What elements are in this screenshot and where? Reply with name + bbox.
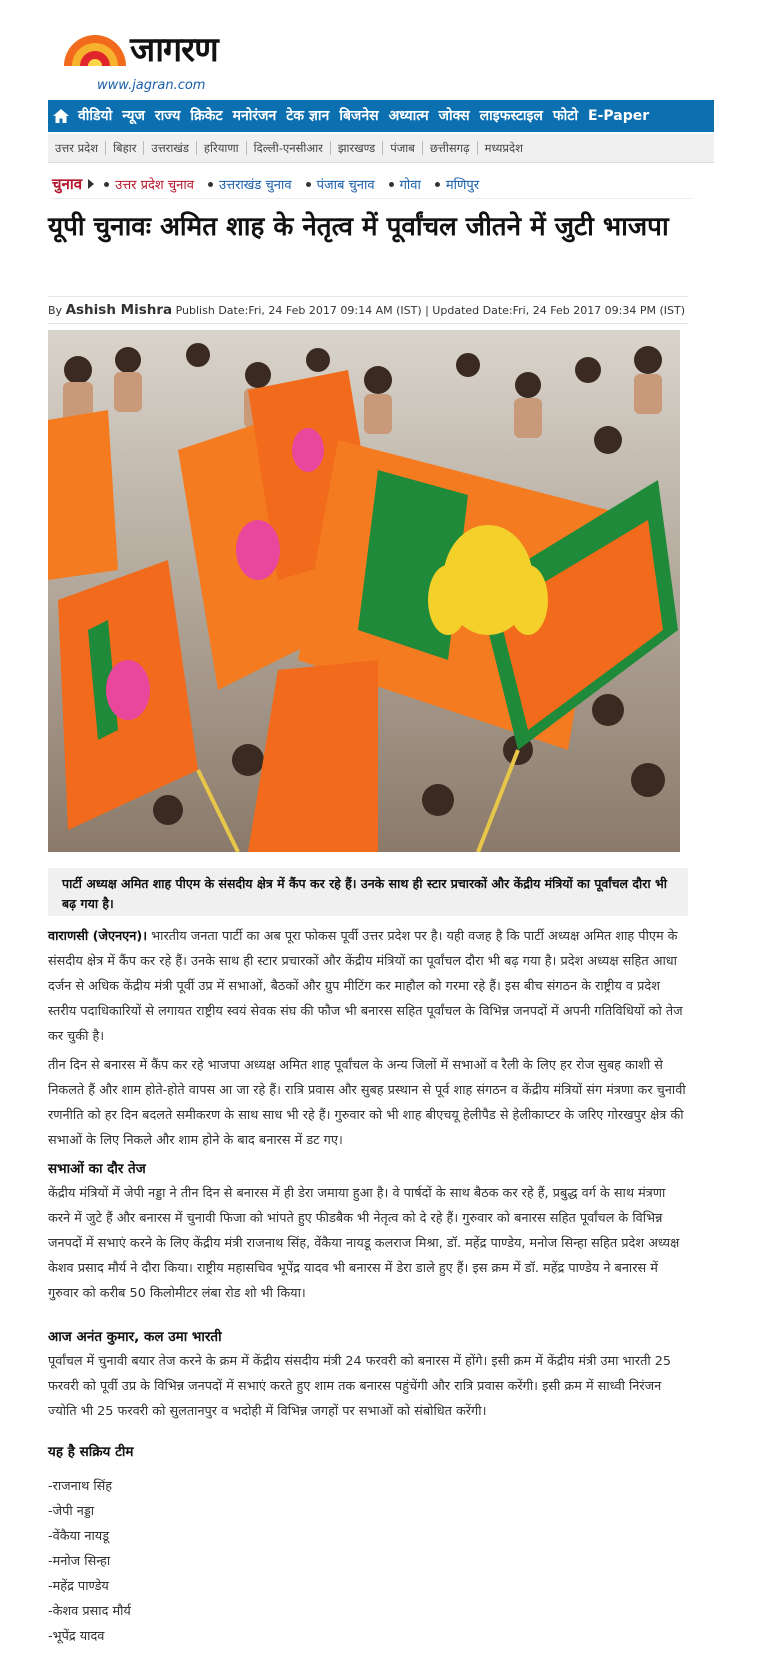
author-name[interactable]: Ashish Mishra bbox=[65, 302, 173, 318]
bullet-icon bbox=[435, 182, 440, 187]
article-headline: यूपी चुनावः अमित शाह के नेतृत्व में पूर्वांचल जीतने में जुटी भाजपा bbox=[48, 212, 669, 242]
publish-date: Publish Date:Fri, 24 Feb 2017 09:14 AM (IST) bbox=[175, 304, 422, 317]
byline-prefix: By bbox=[48, 304, 63, 317]
nav-item-tech[interactable]: टेक ज्ञान bbox=[286, 108, 330, 124]
list-item: -भूपेंद्र यादव bbox=[48, 1629, 105, 1644]
list-item: -वेंकैया नायडू bbox=[48, 1529, 110, 1544]
nav-item-spirituality[interactable]: अध्यात्म bbox=[388, 108, 429, 124]
state-link[interactable]: दिल्ली-एनसीआर bbox=[247, 141, 331, 155]
nav-item-states[interactable]: राज्य bbox=[154, 108, 181, 124]
article-photo bbox=[48, 330, 680, 852]
nav-item-video[interactable]: वीडियो bbox=[78, 108, 113, 124]
list-item: -जेपी नड्डा bbox=[48, 1504, 95, 1519]
nav-item-photo[interactable]: फोटो bbox=[552, 108, 578, 124]
article-meta bbox=[48, 296, 688, 324]
bullet-icon bbox=[208, 182, 213, 187]
election-link-up[interactable]: उत्तर प्रदेश चुनाव bbox=[115, 178, 194, 193]
photo-caption: पार्टी अध्यक्ष अमित शाह पीएम के संसदीय क्षेत्र में कैंप कर रहे हैं। उनके साथ ही स्टार प्रचारकों और केंद्रीय मंत्रियों का पूर्वांचल दौरा भी बढ़ गया है। bbox=[48, 868, 688, 916]
state-link[interactable]: पंजाब bbox=[383, 141, 423, 155]
nav-item-news[interactable]: न्यूज bbox=[122, 108, 145, 124]
section-heading: सभाओं का दौर तेज bbox=[48, 1161, 146, 1177]
bullet-icon bbox=[306, 182, 311, 187]
team-list bbox=[48, 1474, 348, 1649]
state-link[interactable]: उत्तराखंड bbox=[144, 141, 197, 155]
article-paragraph bbox=[48, 924, 688, 1049]
election-link-manipur[interactable]: मणिपुर bbox=[445, 178, 480, 193]
list-item: -राजनाथ सिंह bbox=[48, 1479, 113, 1494]
list-item: -केशव प्रसाद मौर्य bbox=[48, 1604, 131, 1619]
state-link[interactable]: उत्तर प्रदेश bbox=[48, 141, 106, 155]
bjp-flags-crowd-image bbox=[48, 330, 680, 852]
paragraph-text: भारतीय जनता पार्टी का अब पूरा फोकस पूर्वी उत्तर प्रदेश पर है। यही वजह है कि पार्टी अध्यक्ष अमित शाह पीएम के संसदीय क्षेत्र में कैंप कर रहे हैं। उनके साथ ही स्टार प्रचारकों और केंद्रीय मंत्रियों का पूर्वांचल दौरा भी बढ़ गया है। प्रदेश अध्यक्ष सहित आधा दर्जन से अधिक केंद्रीय मंत्री पूर्वी उप्र में सभाओं, बैठकों और ग्रुप मीटिंग कर माहौल को गरमा रहे हैं। इस बीच संगठन के राष्ट्रीय व प्रदेश स्तरीय पदाधिकारियों से लगायत राष्ट्रीय स्वयं सेवक संघ की फौज भी बनारस सहित पूर्वांचल के विभिन्न जनपदों में अपनी गतिविधियों को तेज कर चुकी है। bbox=[48, 929, 683, 1044]
article-paragraph: पूर्वांचल में चुनावी बयार तेज करने के क्रम में केंद्रीय संसदीय मंत्री 24 फरवरी को बनारस में होंगे। इसी क्रम में केंद्रीय मंत्री उमा भारती 25 फरवरी को पूर्वी उप्र के विभिन्न जनपदों में सभाएं करते हुए शाम तक बनारस पहुंचेंगी और रात्रि प्रवास करेंगी। इसी क्रम में साध्वी निरंजन ज्योति भी 25 फरवरी को सुलतानपुर व भदोही में विभिन्न जगहों पर सभाओं को संबोधित करेंगी। bbox=[48, 1354, 672, 1419]
section-heading: आज अनंत कुमार, कल उमा भारती bbox=[48, 1329, 222, 1345]
election-label[interactable]: चुनाव bbox=[52, 175, 83, 193]
list-item: -मनोज सिन्हा bbox=[48, 1554, 111, 1569]
home-link[interactable] bbox=[48, 100, 74, 132]
election-strip bbox=[52, 170, 692, 199]
state-link[interactable]: झारखण्ड bbox=[331, 141, 383, 155]
election-link-punjab[interactable]: पंजाब चुनाव bbox=[316, 178, 375, 193]
nav-item-cricket[interactable]: क्रिकेट bbox=[190, 108, 223, 124]
site-logo[interactable] bbox=[62, 28, 242, 96]
list-item: -महेंद्र पाण्डेय bbox=[48, 1579, 109, 1594]
state-link[interactable]: छत्तीसगढ़ bbox=[423, 141, 478, 155]
nav-item-epaper[interactable]: E-Paper bbox=[588, 108, 650, 124]
home-icon bbox=[53, 109, 69, 123]
arrow-right-icon bbox=[88, 179, 94, 189]
site-logo-text: जागरण bbox=[130, 30, 218, 70]
nav-item-entertainment[interactable]: मनोरंजन bbox=[232, 108, 277, 124]
site-url[interactable]: www.jagran.com bbox=[97, 78, 206, 93]
election-link-uttarakhand[interactable]: उत्तराखंड चुनाव bbox=[218, 178, 292, 193]
article-paragraph: केंद्रीय मंत्रियों में जेपी नड्डा ने तीन दिन से बनारस में ही डेरा जमाया हुआ है। वे पार्षदों के साथ बैठक कर रहे हैं, प्रबुद्ध वर्ग के साथ मंत्रणा करने में जुटे हैं और बनारस में चुनावी फिजा को भांपते हुए फीडबैक भी नेतृत्व को दे रहे हैं। गुरुवार को बनारस सहित पूर्वांचल के विभिन्न जनपदों में सभाएं करने के लिए केंद्रीय मंत्री राजनाथ सिंह, वेंकैया नायडू कलराज मिश्रा, डॉ. महेंद्र पाण्डेय, मनोज सिन्हा सहित प्रदेश अध्यक्ष केशव प्रसाद मौर्य ने दौरा किया। राष्ट्रीय महासचिव भूपेंद्र यादव भी बनारस में डेरा डाले हुए हैं। इस क्रम में डॉ. महेंद्र पाण्डेय ने बनारस में गुरुवार को करीब 50 किलोमीटर लंबा रोड शो भी किया। bbox=[48, 1186, 680, 1301]
rising-sun-logo-icon bbox=[62, 32, 128, 66]
nav-item-lifestyle[interactable]: लाइफस्टाइल bbox=[479, 108, 543, 124]
state-link[interactable]: बिहार bbox=[106, 141, 144, 155]
updated-date: | Updated Date:Fri, 24 Feb 2017 09:34 PM (IST) bbox=[425, 304, 686, 317]
bullet-icon bbox=[389, 182, 394, 187]
dateline: वाराणसी (जेएनएन)। bbox=[48, 929, 148, 944]
section-heading: यह है सक्रिय टीम bbox=[48, 1444, 134, 1460]
article-paragraph: तीन दिन से बनारस में कैंप कर रहे भाजपा अध्यक्ष अमित शाह पूर्वांचल के अन्य जिलों में सभाओं व रैली के लिए हर रोज सुबह काशी से निकलते हैं और शाम होते-होते वापस आ जा रहे हैं। रात्रि प्रवास और सुबह प्रस्थान से पूर्व शाह संगठन व केंद्रीय मंत्रियों संग मंत्रणा कर चुनावी रणनीति को हर दिन बदलते समीकरण के साथ साध भी रहे हैं। गुरुवार को भी शाह बीएचयू हेलीपैड से हेलीकाप्टर के जरिए गोरखपुर क्षेत्र की सभाओं के लिए निकले और शाम होने के बाद बनारस में डट गए। bbox=[48, 1058, 686, 1148]
election-link-goa[interactable]: गोवा bbox=[399, 178, 421, 193]
nav-item-jokes[interactable]: जोक्स bbox=[438, 108, 470, 124]
nav-item-business[interactable]: बिजनेस bbox=[339, 108, 379, 124]
bullet-icon bbox=[104, 182, 109, 187]
state-link[interactable]: मध्यप्रदेश bbox=[484, 141, 523, 155]
state-link[interactable]: हरियाणा bbox=[197, 141, 247, 155]
state-nav bbox=[48, 134, 714, 163]
primary-nav bbox=[48, 100, 714, 132]
